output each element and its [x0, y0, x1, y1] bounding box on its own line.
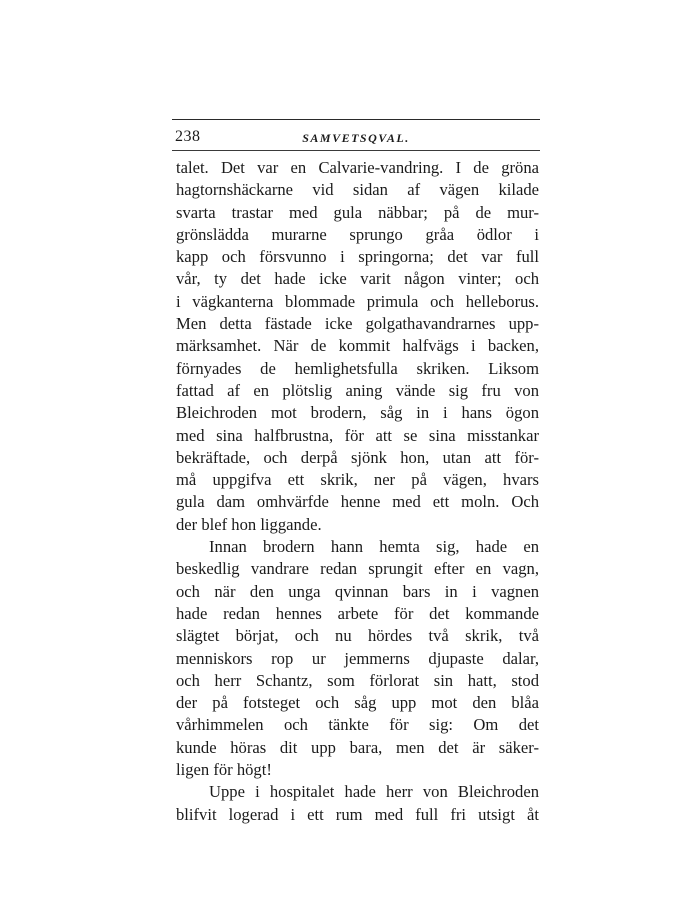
text-line: och herr Schantz, som förlorat sin hatt, stod [176, 670, 539, 690]
text-line: vårhimmelen och tänkte för sig: Om det [176, 715, 539, 735]
text-line: vår, ty det hade icke varit någon vinter; och [176, 269, 539, 289]
text-line: förnyades de hemlighetsfulla skriken. Liksom [176, 358, 539, 378]
body-text [176, 157, 539, 826]
text-line: der blef hon liggande. [176, 514, 322, 534]
text-line: må uppgifva ett skrik, ner på vägen, hvars [176, 470, 539, 490]
text-line: hade redan hennes arbete för det kommande [176, 603, 539, 623]
page-header [172, 127, 540, 149]
text-line: med sina halfbrustna, för att se sina misstankar [176, 425, 539, 445]
text-line: hagtornshäckarne vid sidan af vägen kilade [176, 180, 539, 200]
text-line: ligen för högt! [176, 760, 272, 780]
text-line: och när den unga qvinnan bars in i vagnen [176, 581, 539, 601]
text-line: svarta trastar med gula näbbar; på de mur- [176, 202, 539, 222]
text-line: menniskors rop ur jemmerns djupaste dalar, [176, 648, 539, 668]
text-line: bekräftade, och derpå sjönk hon, utan att för- [176, 447, 539, 467]
header-rule [172, 150, 540, 151]
text-line: i vägkanterna blommade primula och helleborus. [176, 291, 539, 311]
running-title: SAMVETSQVAL. [302, 131, 410, 145]
text-line: blifvit logerad i ett rum med full fri utsigt åt [176, 804, 539, 824]
text-line: gula dam omhvärfde henne med ett moln. Och [176, 492, 539, 512]
text-line: kapp och försvunno i springorna; det var full [176, 247, 539, 267]
text-line: kunde höras dit upp bara, men det är säker- [176, 737, 539, 757]
text-line: fattad af en plötslig aning vände sig fru von [176, 380, 539, 400]
text-line: talet. Det var en Calvarie-vandring. I de gröna [176, 158, 539, 177]
text-line: slägtet börjat, och nu hördes två skrik, två [176, 626, 539, 646]
text-line: der på fotsteget och såg upp mot den blåa [176, 693, 539, 713]
text-line: grönslädda murarne sprungo gråa ödlor i [176, 224, 539, 244]
text-line: Uppe i hospitalet hade herr von Bleichroden [209, 782, 539, 802]
text-line: märksamhet. När de kommit halfvägs i backen, [176, 336, 539, 356]
text-line: Bleichroden mot brodern, såg in i hans ögon [176, 403, 539, 423]
text-line: beskedlig vandrare redan sprungit efter en vagn, [176, 559, 539, 579]
text-line: Men detta fästade icke golgathavandrarnes upp- [176, 314, 539, 334]
text-line: Innan brodern hann hemta sig, hade en [209, 537, 539, 557]
top-rule [172, 119, 540, 120]
page-number: 238 [175, 128, 201, 145]
